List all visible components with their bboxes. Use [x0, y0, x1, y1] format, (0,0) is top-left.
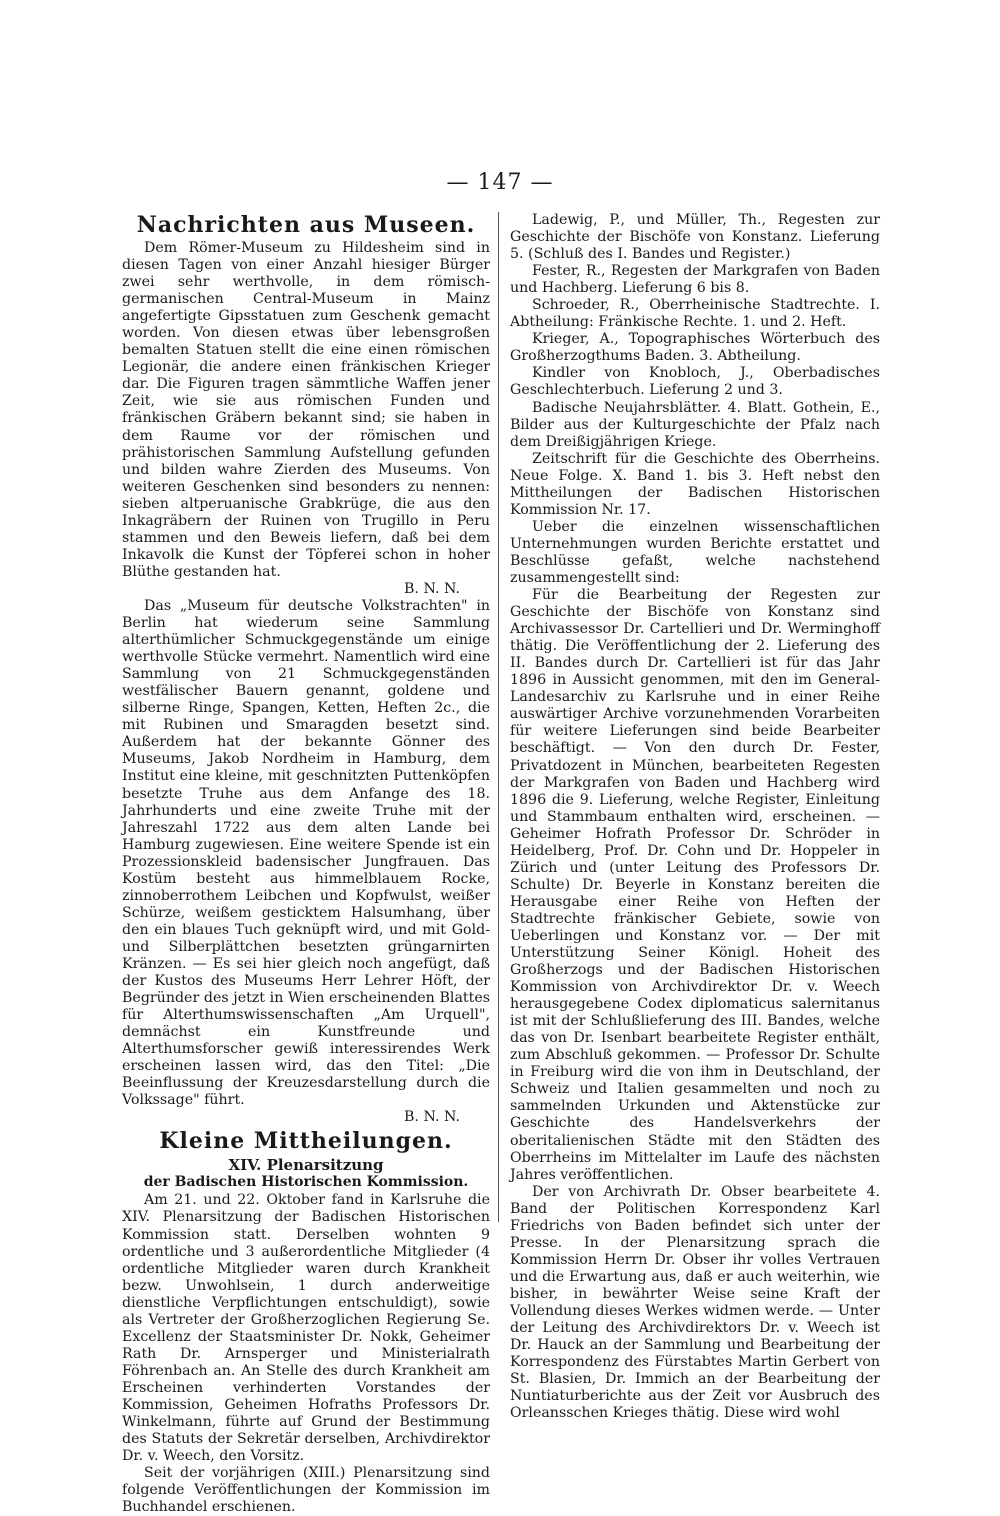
section-heading-museums: Nachrichten aus Museen. — [136, 212, 476, 238]
list-item: Zeitschrift für die Geschichte des Oberrheins. Neue Folge. X. Band 1. bis 3. Heft nebst den Mittheilungen der Badischen Historischen Kommission Nr. 17. — [510, 450, 880, 518]
signature: B. N. N. — [404, 580, 460, 597]
subheading-plenarsitzung: XIV. Plenarsitzung — [228, 1156, 384, 1175]
paragraph-korrespondenz: Der von Archivrath Dr. Obser bearbeitete 4. Band der Politischen Korrespondenz Karl Friedrichs von Baden befindet sich unter der Presse. In der Plenarsitzung sprach die Kommission Herrn Dr. Obser ihr volles Vertrauen und die Erwartung aus, daß er auch weiterhin, wie bisher, in bewährter Weise seine Kraft der Vollendung dieses Werkes widmen werde. — Unter der Leitung des Archivdirektors Dr. v. Weech ist Dr. Hauck an der Sammlung und Bearbeitung der Korrespondenz des Fürstabtes Martin Gerbert von St. Blasien, Dr. Immich an der Bearbeitung der Nuntiaturberichte aus der Zeit vor Ausbruch des Orleansschen Krieges thätig. Diese wird wohl — [510, 1183, 880, 1422]
signature: B. N. N. — [404, 1109, 460, 1126]
left-column — [122, 212, 490, 1516]
list-item: Krieger, A., Topographisches Wörterbuch des Großherzogthums Baden. 3. Abtheilung. — [510, 331, 880, 365]
page-number: — 147 — — [446, 170, 554, 195]
list-item: Ladewig, P., und Müller, Th., Regesten zur Geschichte der Bischöfe von Konstanz. Lieferung 5. (Schluß des I. Bandes und Register.) — [510, 212, 880, 263]
paragraph-plenarsitzung: Am 21. und 22. Oktober fand in Karlsruhe die XIV. Plenarsitzung der Badischen Historischen Kommission statt. Derselben wohnten 9 ordentliche und 3 außerordentliche Mitglieder (4 ordentliche Mitglieder waren durch Krankheit bezw. Unwohlsein, 1 durch anderweitige dienstliche Verpflichtungen entschuldigt), sowie als Vertreter der Großherzoglichen Regierung Se. Excellenz der Staatsminister Dr. Nokk, Geheimer Rath Dr. Arnsperger und Ministerialrath Föhrenbach an. An Stelle des durch Krankheit am Erscheinen verhinderten Vorstandes der Kommission, Geheimen Hofraths Professors Dr. Winkelmann, führte auf Grund der Bestimmung des Statuts der Sekretär derselben, Archivdirektor Dr. v. Weech, den Vorsitz. — [122, 1192, 490, 1465]
paragraph-hildesheim: Dem Römer-Museum zu Hildesheim sind in diesen Tagen von einer Anzahl hiesiger Bürger zwei sehr werthvolle, in dem römisch-germanischen Central-Museum in Mainz angefertigte Gipsstatuen zum Geschenk gemacht worden. Von diesen etwas über lebensgroßen bemalten Statuen stellt die eine einen römischen Legionär, die andere einen fränkischen Krieger dar. Die Figuren tragen sämmtliche Waffen jener Zeit, wie sie aus römischen Funden und fränkischen Gräbern bekannt sind; sie haben in dem Raume vor der römischen und prähistorischen Sammlung Aufstellung gefunden und bilden wahre Zierden des Museums. Von weiteren Geschenken sind besonders zu nennen: sieben altperuanische Grabkrüge, die aus den Inkagräbern der Ruinen von Trugillo in Peru stammen und den Beweis liefern, daß bei dem Inkavolk die Kunst der Töpferei schon in hoher Blüthe gestanden hat. — [122, 240, 490, 580]
section-heading-mitteilungen: Kleine Mittheilungen. — [159, 1128, 453, 1155]
column-divider — [498, 212, 499, 1222]
paragraph-berichte: Ueber die einzelnen wissenschaftlichen Unternehmungen wurden Berichte erstattet und Beschlüsse gefaßt, welche nachstehend zusammengestellt sind: — [510, 518, 880, 586]
list-item: Badische Neujahrsblätter. 4. Blatt. Gothein, E., Bilder aus der Kulturgeschichte der Pfalz nach dem Dreißigjährigen Kriege. — [510, 399, 880, 450]
list-item: Kindler von Knobloch, J., Oberbadisches Geschlechterbuch. Lieferung 2 und 3. — [510, 365, 880, 399]
paragraph-regesten: Für die Bearbeitung der Regesten zur Geschichte der Bischöfe von Konstanz sind Archivassessor Dr. Cartellieri und Dr. Werminghoff thätig. Die Veröffentlichung der 2. Lieferung des II. Bandes durch Dr. Cartellieri ist für das Jahr 1896 in Aussicht genommen, mit den im General-Landesarchiv zu Karlsruhe und in einer Reihe auswärtiger Archive vorzunehmenden Vorarbeiten für weitere Lieferungen sind beide Bearbeiter beschäftigt. — Von den durch Dr. Fester, Privatdozent in München, bearbeiteten Regesten der Markgrafen von Baden und Hachberg wird 1896 die 9. Lieferung, welche Register, Einleitung und Stammbaum enthalten wird, erscheinen. — Geheimer Hofrath Professor Dr. Schröder in Heidelberg, Prof. Dr. Cohn und Dr. Hoppeler in Zürich und (unter Leitung des Professors Dr. Schulte) Dr. Beyerle in Konstanz bereiten die Herausgabe einer Reihe von Heften der Stadtrechte fränkischer Gebiete, sowie von Ueberlingen und Konstanz vor. — Der mit Unterstützung Seiner Königl. Hoheit des Großherzogs und der Badischen Historischen Kommission von Archivdirektor Dr. v. Weech herausgegebene Codex diplomaticus salernitanus ist mit der Schlußlieferung des III. Bandes, welche das von Dr. Isenbart bearbeitete Register enthält, zum Abschluß gekommen. — Professor Dr. Schulte in Freiburg wird die von ihm in Deutschland, der Schweiz und Italien gesammelten und noch zu sammelnden Urkunden und Aktenstücke zur Geschichte des Handelsverkehrs der oberitalienischen Städte mit den Städten des Oberrheins im Mittelalter im Laufe des nächsten Jahres veröffentlichen. — [510, 587, 880, 1183]
right-column — [510, 212, 880, 1422]
paragraph-veroeffentlichungen: Seit der vorjährigen (XIII.) Plenarsitzung sind folgende Veröffentlichungen der Kommission im Buchhandel erschienen. — [122, 1465, 490, 1516]
paragraph-volkstrachten: Das „Museum für deutsche Volkstrachten" in Berlin hat wiederum seine Sammlung alterthümlicher Schmuckgegenstände um einige werthvolle Stücke vermehrt. Namentlich wird eine Sammlung von 21 Schmuckgegenständen westfälischer Bauern genannt, goldene und silberne Ringe, Spangen, Ketten, Heften 2c., die mit Rubinen und Smaragden besetzt sind. Außerdem hat der bekannte Gönner des Museums, Jakob Nordheim in Hamburg, dem Institut eine kleine, mit geschnitzten Puttenköpfen besetzte Truhe aus dem Anfange des 18. Jahrhunderts und eine zweite Truhe mit der Jahreszahl 1722 aus dem alten Lande bei Hamburg zugewiesen. Eine weitere Spende ist ein Prozessionskleid badensischer Jungfrauen. Das Kostüm besteht aus himmelblauem Rocke, zinnoberrothem Leibchen und Kopfwulst, weißer Schürze, weißem gesticktem Halsumhang, über den ein blaues Tuch geknüpft wird, und mit Gold- und Silberplättchen besetzten grüngarnirten Kränzen. — Es sei hier gleich noch angefügt, daß der Kustos des Museums Herr Lehrer Höft, der Begründer des jetzt in Wien erscheinenden Blattes für Alterthumswissenschaften „Am Urquell", demnächst ein Kunstfreunde und Alterthumsforscher gewiß interessirendes Werk erscheinen lassen wird, das den Titel: „Die Beeinflussung der Kreuzesdarstellung durch die Volkssage" führt. — [122, 597, 490, 1109]
subheading-kommission: der Badischen Historischen Kommission. — [143, 1174, 469, 1191]
list-item: Fester, R., Regesten der Markgrafen von Baden und Hachberg. Lieferung 6 bis 8. — [510, 263, 880, 297]
list-item: Schroeder, R., Oberrheinische Stadtrechte. I. Abtheilung: Fränkische Rechte. 1. und 2. Heft. — [510, 297, 880, 331]
